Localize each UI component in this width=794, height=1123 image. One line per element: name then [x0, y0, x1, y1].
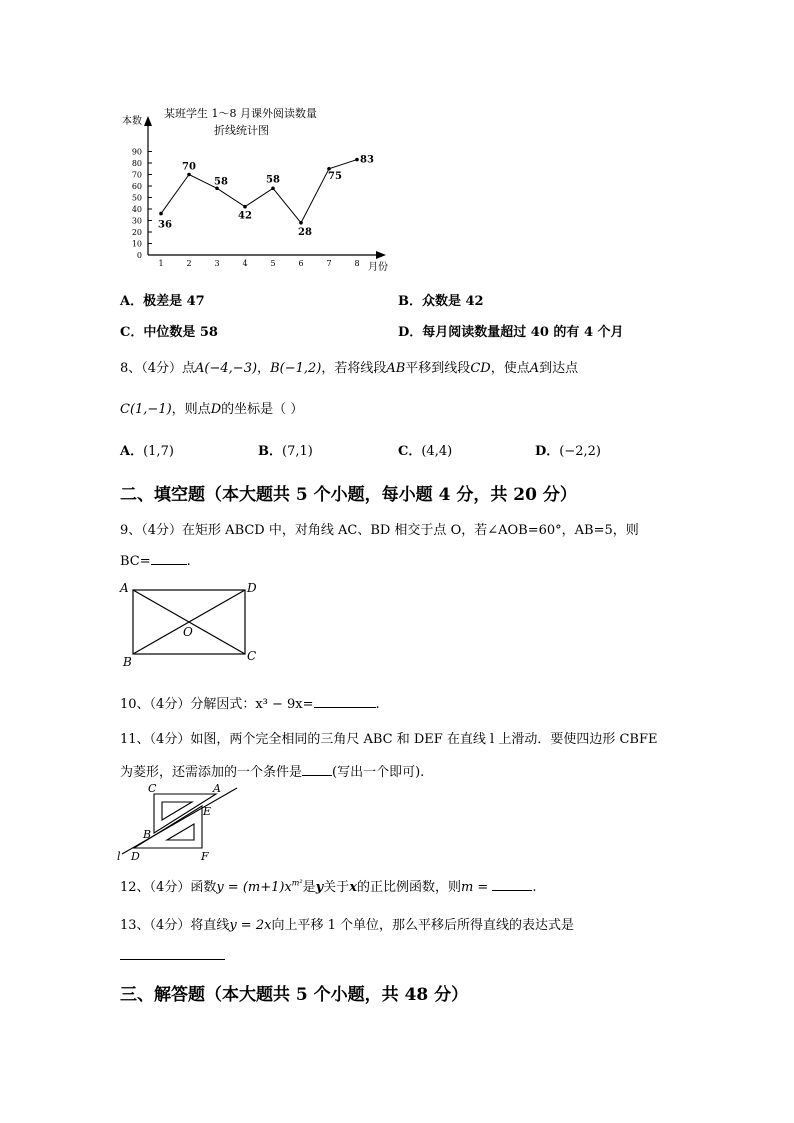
y-tick-label: 10 [131, 239, 142, 249]
y-axis-arrow [144, 116, 152, 126]
line-l [122, 788, 237, 854]
data-point [355, 158, 359, 162]
y-tick-label: 70 [131, 170, 142, 180]
label-c: C [148, 782, 157, 795]
label-a: A [213, 782, 221, 795]
q7-option-b: B．众数是 42 [398, 294, 484, 309]
chart-y-label: 本数 [122, 116, 142, 127]
q12-exponent: m² [291, 878, 303, 888]
x-tick-label: 6 [298, 259, 304, 268]
y-tick-label: 80 [131, 159, 142, 168]
x-tick-label: 2 [186, 259, 192, 268]
y-tick-label: 60 [131, 182, 142, 191]
q13-expr: y = 2x [229, 918, 272, 933]
q8-seg-ab: AB [386, 361, 406, 376]
q8-mid2: 平移到线段 [405, 361, 471, 376]
y-tick-label: 50 [131, 193, 142, 203]
q8-line2-mid: ，则点 [171, 402, 211, 417]
section2-title: 二、填空题（本大题共 5 个小题，每小题 4 分，共 20 分） [120, 485, 577, 505]
q8-line2-end: 的坐标是（ ） [221, 402, 304, 417]
q12-func: y = (m+1)x [216, 880, 292, 895]
label-e: E [203, 805, 212, 818]
triangle-rulers-figure [112, 782, 247, 862]
q11-line1: 11、（4分）如图，两个完全相同的三角尺 ABC 和 DEF 在直线 l 上滑动．要使四边形 CBFE [120, 732, 658, 747]
label-b: B [143, 828, 152, 841]
q11-answer-blank[interactable] [302, 763, 332, 776]
q8-line1 [120, 357, 578, 376]
q10-answer-blank[interactable] [314, 695, 376, 708]
data-label: 75 [328, 170, 342, 182]
q8-option-b: B．(7,1) [258, 444, 313, 459]
label-o: O [183, 625, 193, 639]
y-tick-label: 0 [136, 251, 142, 260]
q8-end: 到达点 [539, 361, 579, 376]
q10-line: 10、（4分）分解因式：x³ − 9x= . [120, 697, 380, 712]
q8-pt-a: A [529, 361, 540, 376]
data-label: 42 [238, 210, 252, 222]
x-tick-label: 5 [270, 259, 276, 268]
data-label: 58 [214, 176, 228, 188]
x-tick-label: 7 [326, 259, 332, 268]
q8-option-c: C．(4,4) [398, 444, 453, 459]
data-label: 28 [298, 226, 312, 238]
y-tick-label: 90 [131, 147, 142, 157]
q9-line2: BC= . [120, 554, 191, 569]
rectangle-figure [115, 580, 265, 670]
q8-prefix: 8、（4分）点 [120, 361, 196, 376]
q10-expr: x³ − 9x= [255, 697, 314, 712]
data-point [243, 205, 247, 209]
line-chart [110, 100, 410, 275]
triangle-abc-inner [162, 802, 192, 820]
data-point [271, 187, 275, 191]
q12-m-eq: m = [460, 880, 489, 895]
x-tick-label: 1 [158, 259, 164, 268]
data-label: 70 [182, 161, 196, 173]
section3-title: 三、解答题（本大题共 5 个小题，共 48 分） [120, 985, 469, 1005]
q8-option-a: A．(1,7) [120, 444, 174, 459]
x-tick-label: 8 [354, 259, 360, 268]
q8-option-d: D．(−2,2) [535, 444, 601, 459]
data-label: 36 [158, 219, 172, 231]
q8-pt-d: D [210, 402, 222, 417]
q13-answer-blank[interactable] [120, 958, 225, 960]
q13-line: 13、（4分）将直线y = 2x向上平移 1 个单位，那么平移后所得直线的表达式是 [120, 918, 574, 933]
q8-point-a: A(−4,−3) [195, 361, 258, 376]
x-tick-label: 4 [242, 259, 248, 268]
data-point [187, 173, 191, 177]
y-tick-label: 30 [131, 216, 142, 226]
q11-line2: 为菱形，还需添加的一个条件是 (写出一个即可). [120, 765, 425, 780]
data-label: 58 [266, 174, 280, 186]
q12-line: 12、（4分）函数$y = (m+1)x^{m^2}$是y关于x的正比例函数，则m = . [120, 878, 537, 895]
data-point [299, 221, 303, 225]
label-d: D [131, 850, 140, 862]
q8-mid3: ，使点 [490, 361, 530, 376]
label-a: A [120, 581, 129, 595]
label-f: F [201, 850, 209, 862]
data-point [159, 212, 163, 216]
q8-point-c: C(1,−1) [120, 402, 172, 417]
q7-option-c: C．中位数是 58 [120, 325, 218, 340]
q8-comma: ， [257, 361, 271, 376]
label-c: C [247, 649, 257, 663]
q7-option-d: D．每月阅读数量超过 40 的有 4 个月 [398, 325, 624, 340]
q12-answer-blank[interactable] [492, 878, 532, 891]
q9-answer-blank[interactable] [151, 552, 187, 565]
label-b: B [123, 655, 132, 669]
chart-title-line1: 某班学生 1～8 月课外阅读数量 [164, 107, 317, 120]
q7-option-a: A．极差是 47 [120, 294, 205, 309]
triangle-def [134, 806, 202, 848]
y-tick-label: 40 [131, 205, 142, 214]
data-label: 83 [360, 154, 374, 166]
x-tick-label: 3 [214, 259, 220, 268]
q8-line2 [120, 398, 303, 417]
x-axis-arrow [376, 251, 386, 259]
y-tick-label: 20 [131, 228, 142, 237]
q8-seg-cd: CD [470, 361, 491, 376]
q8-point-b: B(−1,2) [270, 361, 322, 376]
q8-mid1: ，若将线段 [321, 361, 387, 376]
label-l: l [117, 850, 121, 862]
q9-line1: 9、（4分）在矩形 ABCD 中，对角线 AC、BD 相交于点 O，若∠AOB=60°，AB=5，则 [120, 523, 639, 538]
chart-x-label: 月份 [368, 262, 388, 273]
chart-title-line2: 折线统计图 [214, 124, 269, 137]
label-d: D [247, 581, 257, 595]
